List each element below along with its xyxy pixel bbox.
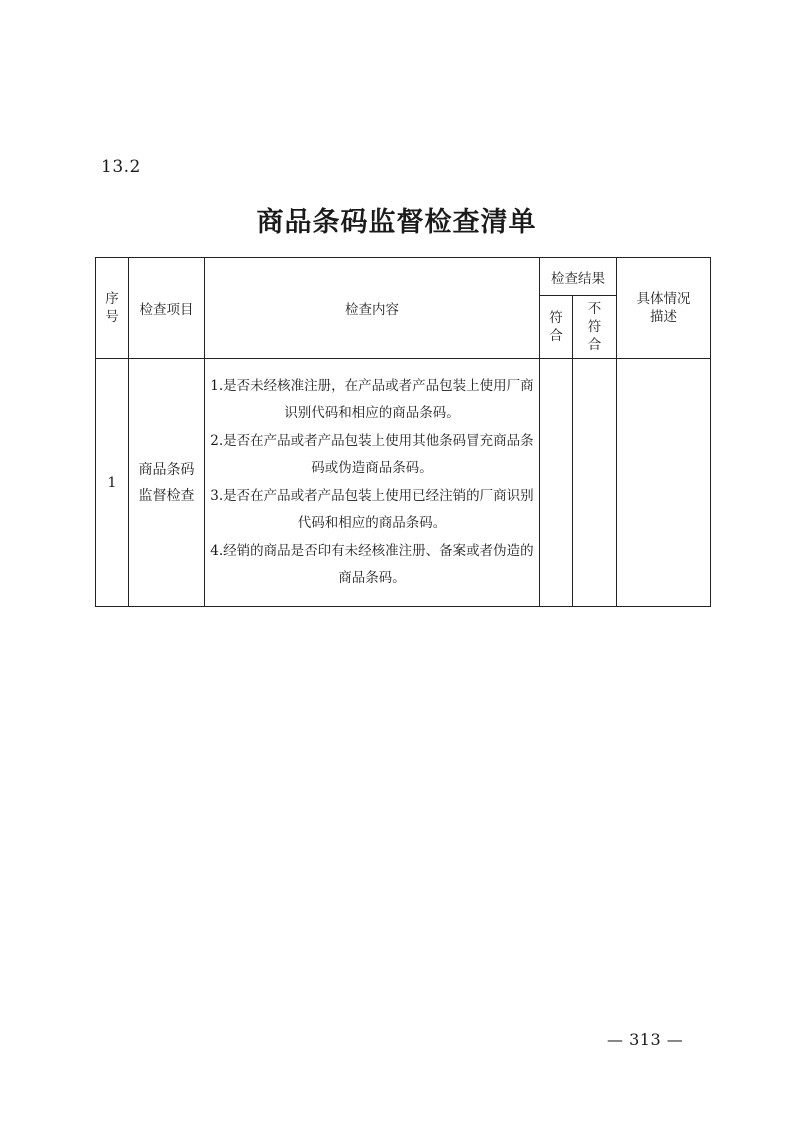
document-title: 商品条码监督检查清单 bbox=[256, 207, 537, 238]
header-item: 检查项目 bbox=[129, 258, 205, 359]
header-nonconform-char: 符 bbox=[587, 319, 602, 335]
header-description bbox=[617, 258, 711, 359]
content-point: 2.是否在产品或者产品包装上使用其他条码冒充商品条码或伪造商品条码。 bbox=[210, 432, 534, 476]
header-conform-char: 合 bbox=[549, 328, 563, 344]
content-point: 3.是否在产品或者产品包装上使用已经注销的厂商识别代码和相应的商品条码。 bbox=[210, 487, 534, 531]
content-point: 1.是否未经核准注册，在产品或者产品包装上使用厂商识别代码和相应的商品条码。 bbox=[210, 377, 534, 421]
row-content bbox=[205, 359, 540, 607]
header-description-line: 具体情况 bbox=[636, 291, 691, 307]
row-description-cell[interactable] bbox=[617, 359, 711, 607]
row-item-line: 商品条码 bbox=[138, 461, 195, 478]
checklist-table bbox=[95, 257, 711, 607]
header-content: 检查内容 bbox=[205, 258, 540, 359]
header-seq bbox=[96, 258, 129, 359]
header-conform bbox=[540, 296, 573, 359]
content-point: 4.经销的商品是否印有未经核准注册、备案或者伪造的商品条码。 bbox=[210, 542, 534, 586]
header-nonconform-char: 不 bbox=[587, 301, 602, 317]
header-description-line: 描述 bbox=[650, 309, 677, 325]
row-seq: 1 bbox=[96, 359, 129, 607]
row-item bbox=[129, 359, 205, 607]
header-nonconform bbox=[573, 296, 617, 359]
section-number: 13.2 bbox=[101, 157, 141, 177]
header-seq-line: 序 bbox=[105, 291, 119, 307]
header-result: 检查结果 bbox=[540, 258, 617, 296]
header-nonconform-char: 合 bbox=[587, 337, 602, 353]
row-conform-cell[interactable] bbox=[540, 359, 573, 607]
header-conform-char: 符 bbox=[549, 310, 563, 326]
row-nonconform-cell[interactable] bbox=[573, 359, 617, 607]
row-item-line: 监督检查 bbox=[138, 487, 195, 504]
header-seq-line: 号 bbox=[105, 309, 119, 325]
page-number: — 313 — bbox=[607, 1030, 684, 1049]
table-row bbox=[96, 359, 711, 607]
